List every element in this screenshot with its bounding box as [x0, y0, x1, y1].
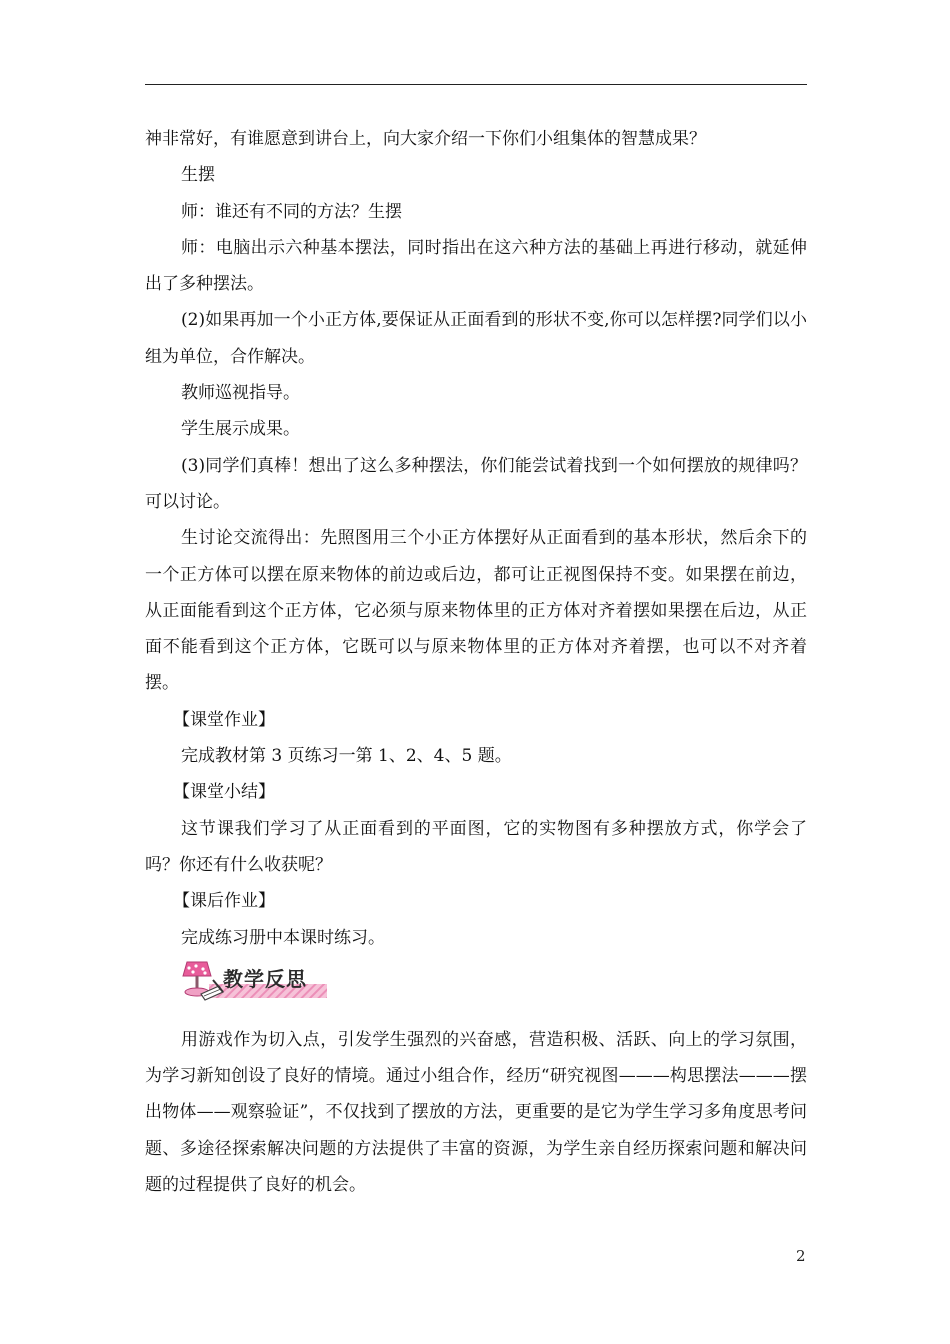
lesson-paragraphs: [145, 121, 807, 702]
lesson-paragraph: 学生展示成果。: [181, 419, 300, 440]
document-body: [145, 121, 807, 1203]
lesson-paragraph: 师：谁还有不同的方法？生摆: [181, 201, 402, 222]
lesson-paragraph: 生讨论交流得出：先照图用三个小正方体摆好从正面看到的基本形状，然后余下的一个正方体可以摆在原来物体的前边或后边，都可让正视图保持不变。如果摆在前边，从正面能看到这个正方体，它必须与原来物体里的正方体对齐着摆如果摆在后边，从正面不能看到这个正方体，它既可以与原来物体里的正方体对齐着摆，也可以不对齐着摆。: [145, 528, 807, 694]
summary-heading: 【课堂小结】: [173, 782, 275, 803]
lesson-paragraph: 神非常好，有谁愿意到讲台上，向大家介绍一下你们小组集体的智慧成果？: [145, 129, 706, 149]
header-rule: [145, 84, 807, 85]
reflection-banner: [179, 958, 807, 1008]
summary-text: 这节课我们学习了从正面看到的平面图，它的实物图有多种摆放方式，你学会了吗？你还有什么收获呢？: [145, 818, 807, 875]
classwork-text: 完成教材第 3 页练习一第 1、2、4、5 题。: [181, 746, 512, 767]
lesson-paragraph: (3)同学们真棒！想出了这么多种摆法，你们能尝试着找到一个如何摆放的规律吗？可以讨论。: [145, 455, 807, 512]
lesson-paragraph: (2)如果再加一个小正方体,要保证从正面看到的形状不变,你可以怎样摆?同学们以小组为单位，合作解决。: [145, 310, 807, 367]
reflection-title: 教学反思: [223, 966, 307, 991]
page-number: 2: [796, 1247, 806, 1265]
lesson-paragraph: 生摆: [181, 165, 215, 186]
lesson-paragraph: 教师巡视指导。: [181, 383, 300, 404]
lesson-paragraph: 师：电脑出示六种基本摆法，同时指出在这六种方法的基础上再进行移动，就延伸出了多种摆法。: [145, 237, 807, 295]
reflection-text: 用游戏作为切入点，引发学生强烈的兴奋感，营造积极、活跃、向上的学习氛围，为学习新知创设了良好的情境。通过小组合作，经历“研究视图———构思摆法———摆出物体——观察验证”，不仅找到了摆放的方法，更重要的是它为学生学习多角度思考问题、多途径探索解决问题的方法提供了丰富的资源，为学生亲自经历探索问题和解决问题的过程提供了良好的机会。: [145, 1029, 807, 1196]
lamp-book-icon: [183, 962, 223, 1000]
classwork-heading: 【课堂作业】: [173, 709, 275, 730]
homework-text: 完成练习册中本课时练习。: [181, 927, 385, 948]
homework-heading: 【课后作业】: [173, 891, 275, 912]
